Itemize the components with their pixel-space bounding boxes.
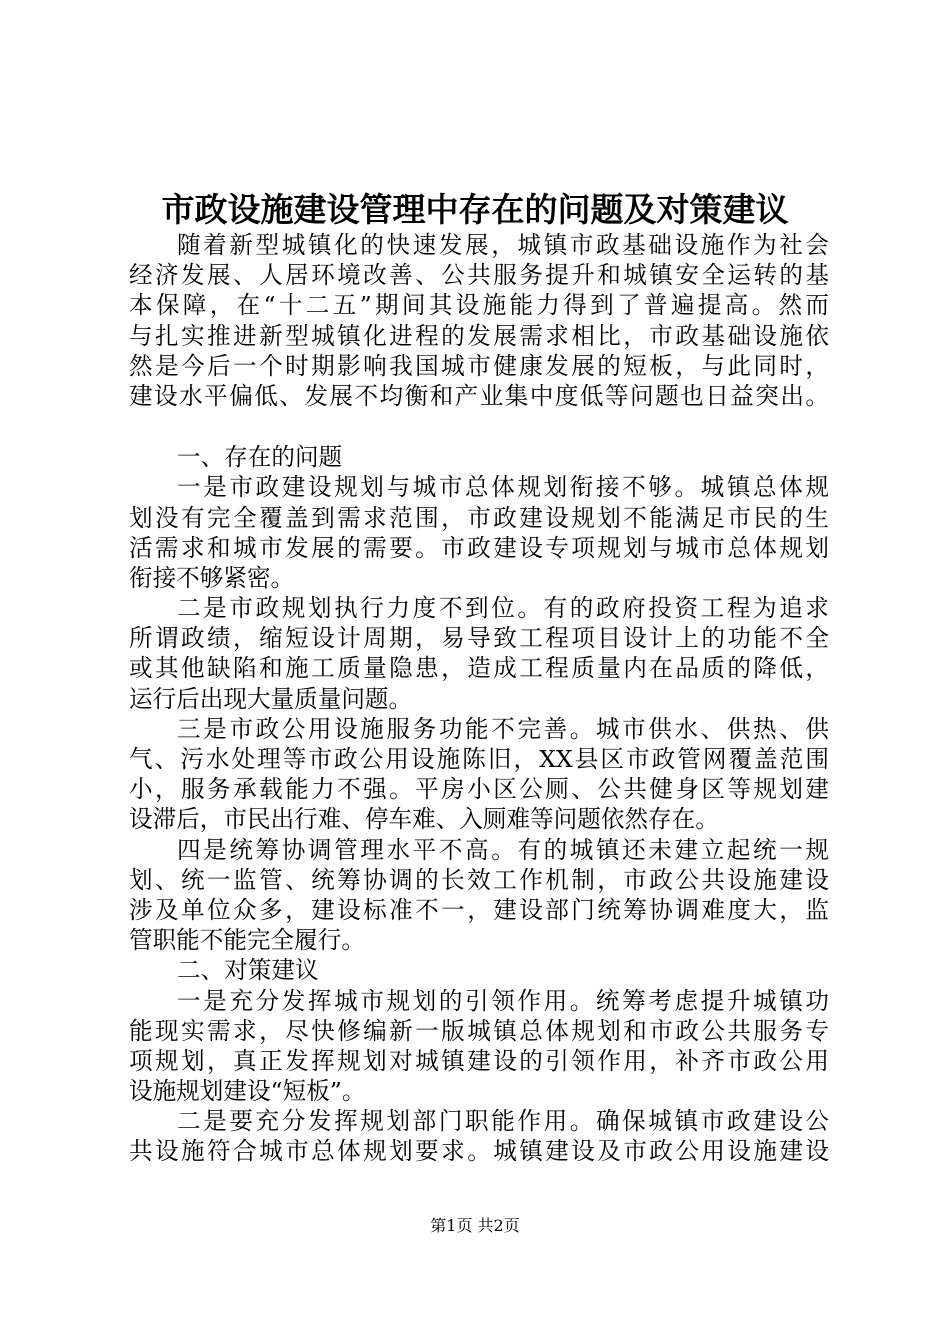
paragraph-line: 气、污水处理等市政公用设施陈旧，XX县区市政管网覆盖范围 xyxy=(129,745,829,773)
paragraph-line: 与扎实推进新型城镇化进程的发展需求相比，市政基础设施依 xyxy=(129,321,829,350)
paragraph-line: 建设水平偏低、发展不均衡和产业集中度低等问题也日益突出。 xyxy=(129,381,829,410)
paragraph-line: 涉及单位众多，建设标准不一，建设部门统筹协调难度大，监 xyxy=(129,895,829,924)
page-footer: 第1页 共2页 xyxy=(430,1216,520,1235)
paragraph-line: 所谓政绩，缩短设计周期，易导致工程项目设计上的功能不全 xyxy=(129,624,829,653)
section-heading: 二、对策建议 xyxy=(177,956,319,985)
paragraph-line: 设施规划建设“短板”。 xyxy=(129,1077,366,1106)
paragraph-line: 管职能不能完全履行。 xyxy=(129,926,365,955)
paragraph-line: 二是市政规划执行力度不到位。有的政府投资工程为追求 xyxy=(177,594,829,623)
paragraph-line: 或其他缺陷和施工质量隐患，造成工程质量内在品质的降低， xyxy=(129,654,829,683)
section-heading: 一、存在的问题 xyxy=(177,443,343,472)
paragraph-line: 一是充分发挥城市规划的引领作用。统筹考虑提升城镇功 xyxy=(177,986,829,1015)
document-body xyxy=(129,230,829,1167)
paragraph-line: 二是要充分发挥规划部门职能作用。确保城镇市政建设公 xyxy=(177,1107,829,1136)
paragraph-line: 划、统一监管、统筹协调的长效工作机制，市政公共设施建设 xyxy=(129,865,829,894)
paragraph-line: 经济发展、人居环境改善、公共服务提升和城镇安全运转的基 xyxy=(129,261,829,290)
document-title: 市政设施建设管理中存在的问题及对策建议 xyxy=(161,190,789,229)
paragraph-line: 一是市政建设规划与城市总体规划衔接不够。城镇总体规 xyxy=(177,473,829,502)
paragraph-line: 小，服务承载能力不强。平房小区公厕、公共健身区等规划建 xyxy=(129,775,829,804)
paragraph-line: 能现实需求，尽快修编新一版城镇总体规划和市政公共服务专 xyxy=(129,1016,829,1045)
paragraph-line: 三是市政公用设施服务功能不完善。城市供水、供热、供 xyxy=(177,714,829,743)
paragraph-line: 项规划，真正发挥规划对城镇建设的引领作用，补齐市政公用 xyxy=(129,1046,829,1075)
paragraph-line: 然是今后一个时期影响我国城市健康发展的短板，与此同时， xyxy=(129,351,829,380)
paragraph-line: 活需求和城市发展的需要。市政建设专项规划与城市总体规划 xyxy=(129,533,829,562)
paragraph-line: 衔接不够紧密。 xyxy=(129,563,295,592)
paragraph-line: 本保障，在“十二五”期间其设施能力得到了普遍提高。然而 xyxy=(129,291,829,320)
paragraph-gap xyxy=(129,411,829,442)
paragraph-line: 设滞后，市民出行难、停车难、入厕难等问题依然存在。 xyxy=(129,805,719,834)
paragraph-line: 运行后出现大量质量问题。 xyxy=(129,684,413,713)
paragraph-line: 划没有完全覆盖到需求范围，市政建设规划不能满足市民的生 xyxy=(129,503,829,532)
paragraph-line: 共设施符合城市总体规划要求。城镇建设及市政公用设施建设 xyxy=(129,1137,829,1166)
paragraph-line: 随着新型城镇化的快速发展，城镇市政基础设施作为社会 xyxy=(177,231,829,259)
paragraph-line: 四是统筹协调管理水平不高。有的城镇还未建立起统一规 xyxy=(177,835,829,864)
